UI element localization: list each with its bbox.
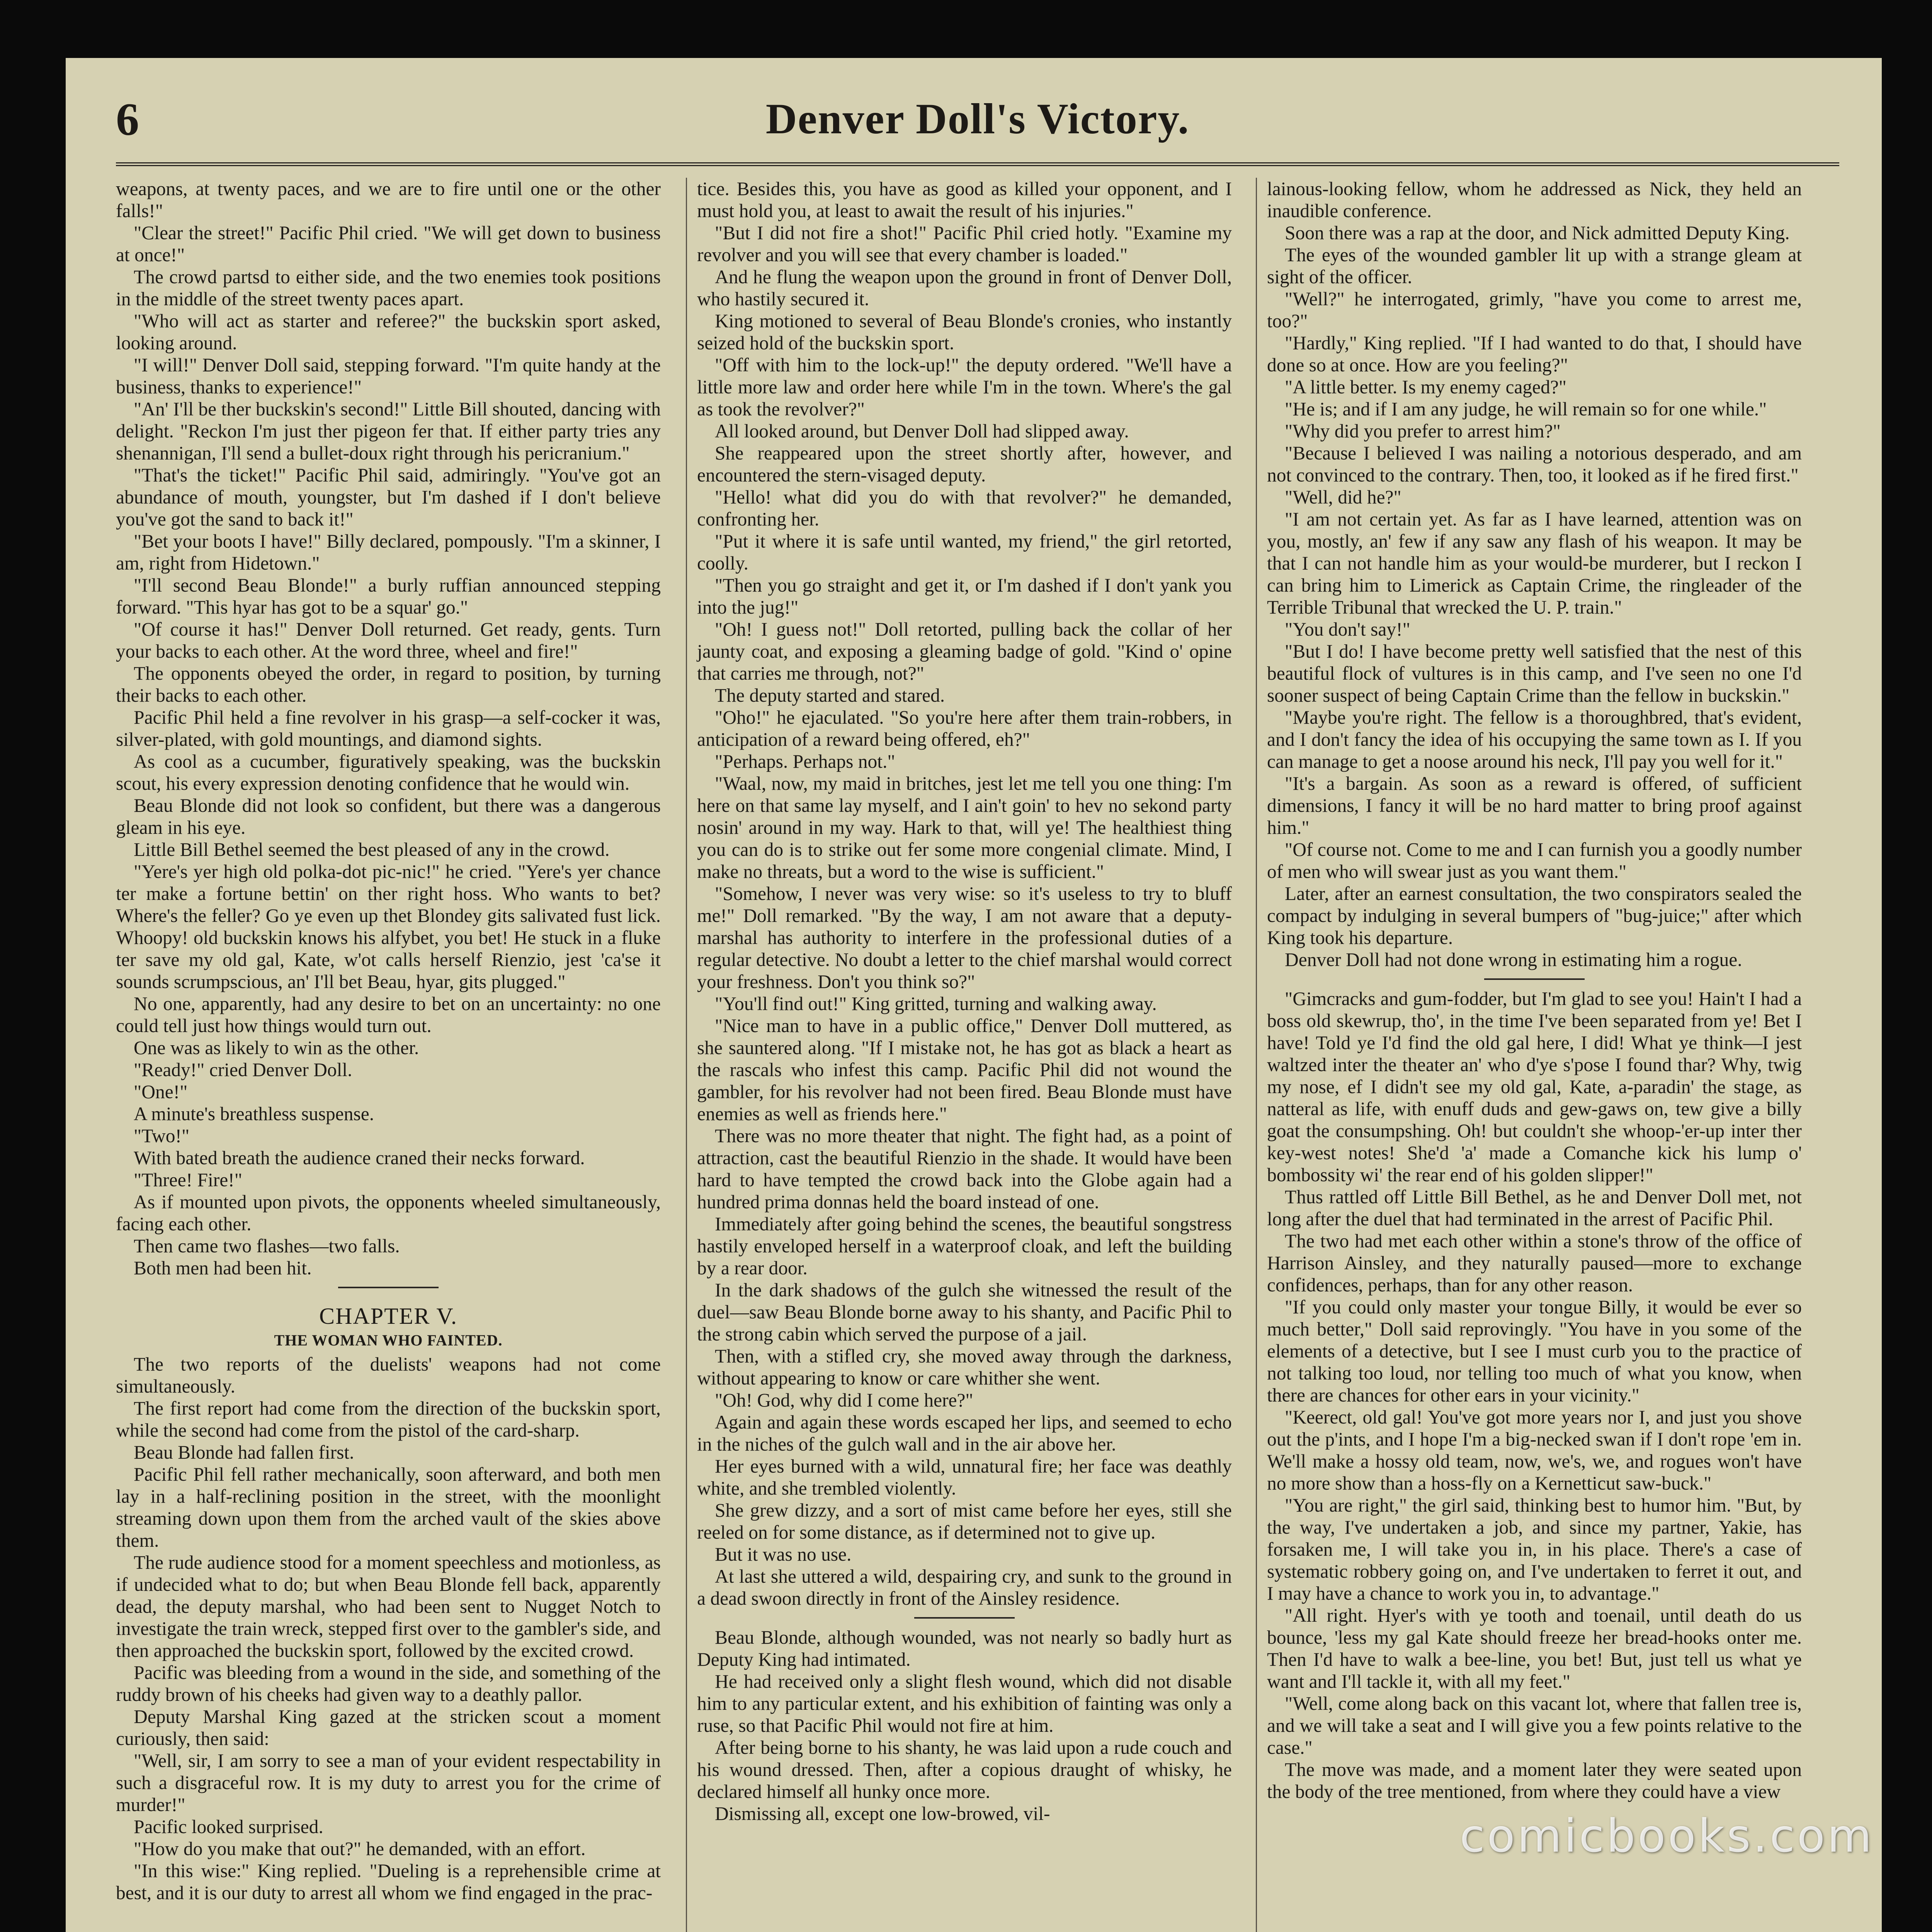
paragraph: "Nice man to have in a public office," Denver Doll muttered, as she sauntered along. "If I mistake not, he has got as black a heart as the rascals who infest this camp. Pacific Phil did not wound the gambler, for his revolver had not been fired. Beau Blonde must have enemies as well as friends here." bbox=[697, 1015, 1232, 1124]
paragraph: "Who will act as starter and referee?" the buckskin sport asked, looking around. bbox=[116, 310, 661, 354]
text-columns bbox=[116, 178, 1839, 1932]
paragraph: "An' I'll be ther buckskin's second!" Little Bill shouted, dancing with delight. "Reckon I'm just ther pigeon fer that. If either party tries any shenannigan, I'll send a bullet-doux right through his pericranium." bbox=[116, 398, 661, 464]
paragraph: The move was made, and a moment later they were seated upon the body of the tree mentioned, from where they could have a view bbox=[1267, 1759, 1802, 1802]
paragraph: lainous-looking fellow, whom he addressed as Nick, they held an inaudible conference. bbox=[1267, 178, 1802, 221]
paragraph: "A little better. Is my enemy caged?" bbox=[1285, 376, 1567, 398]
paragraph: Pacific was bleeding from a wound in the side, and something of the ruddy brown of his cheeks had given way to a deathly pallor. bbox=[116, 1662, 661, 1705]
paragraph: The rude audience stood for a moment speechless and motionless, as if undecided what to do; but when Beau Blonde fell back, apparently dead, the deputy marshal, who had been sent to Nugget Notch to investigate the train wreck, stepped first over to the gambler's side, and then approached the buckskin sport, followed by the excited crowd. bbox=[116, 1552, 661, 1661]
paragraph: Her eyes burned with a wild, unnatural fire; her face was deathly white, and she trembled violently. bbox=[697, 1456, 1232, 1499]
page-header bbox=[116, 85, 1839, 166]
paragraph: "Keerect, old gal! You've got more years nor I, and just you shove out the p'ints, and I hope I'm a big-necked swan if I don't rope 'em in. We'll make a hossy old team, now, we's, we, and rogues won't have no more show than a hoss-fly on a Kernetticut saw-buck." bbox=[1267, 1406, 1802, 1494]
paragraph: "Somehow, I never was very wise: so it's useless to try to bluff me!" Doll remarked. "By the way, I am not aware that a deputy-marshal has authority to interfere in the professional duties of a regular detective. No doubt a letter to the chief marshal would correct your freshness. Don't you think so?" bbox=[697, 883, 1232, 992]
paragraph: With bated breath the audience craned their necks forward. bbox=[134, 1147, 585, 1168]
paragraph: No one, apparently, had any desire to bet on an uncertainty: no one could tell just how things would turn out. bbox=[116, 993, 661, 1036]
watermark-text: comicbooks.com bbox=[1459, 1809, 1874, 1862]
paragraph: "Ready!" cried Denver Doll. bbox=[134, 1059, 352, 1080]
paragraph: The first report had come from the direction of the buckskin sport, while the second had come from the pistol of the card-sharp. bbox=[116, 1398, 661, 1441]
paragraph: "How do you make that out?" he demanded, with an effort. bbox=[134, 1838, 586, 1859]
paragraph: "Waal, now, my maid in britches, jest let me tell you one thing: I'm here on that same lay myself, and I ain't goin' to hev no sekond party nosin' around in my way. Hark to that, will ye! The healthiest thing you can do is to strike out fer some more congenial climate. Mind, I make no threats, but a word to the wise is sufficient." bbox=[697, 773, 1232, 882]
paragraph: "Yere's yer high old polka-dot pic-nic!" he cried. "Yere's yer chance ter make a fortune bettin' on ther right hoss. Who wants to bet? Where's the feller? Go ye even up thet Blondey gits salivated fust lick. Whoopy! old buckskin knows his alfybet, you bet! He stuck in a fluke ter save my old gal, Kate, w'ot calls herself Rienzio, jest 'ca'se it sounds scrumpscious, an' I'll bet Beau, hyar, gits plugged." bbox=[116, 861, 661, 992]
paragraph: All looked around, but Denver Doll had slipped away. bbox=[715, 420, 1129, 442]
paragraph: "I am not certain yet. As far as I have learned, attention was on you, mostly, an' few if any saw any flash of his weapon. It may be that I can not handle him as your would-be murderer, but I reckon I can bring him to Limerick as Captain Crime, the ringleader of the Terrible Tribunal that wrecked the U. P. train." bbox=[1267, 509, 1802, 618]
paragraph: "That's the ticket!" Pacific Phil said, admiringly. "You've got an abundance of mouth, youngster, but I'm dashed if I don't believe you've got the sand to back it!" bbox=[116, 464, 661, 530]
paragraph: Pacific looked surprised. bbox=[134, 1816, 323, 1837]
paragraph: He had received only a slight flesh wound, which did not disable him to any particular extent, and his exhibition of fainting was only a ruse, so that Pacific Phil would not fire at him. bbox=[697, 1671, 1232, 1736]
paragraph: Soon there was a rap at the door, and Nick admitted Deputy King. bbox=[1285, 222, 1790, 243]
paragraph: Then came two flashes—two falls. bbox=[134, 1235, 400, 1257]
section-divider bbox=[338, 1287, 439, 1288]
paragraph: "Why did you prefer to arrest him?" bbox=[1285, 420, 1561, 442]
paragraph: As cool as a cucumber, figuratively speaking, was the buckskin scout, his every expression denoting confidence that he would win. bbox=[116, 751, 661, 794]
paragraph: "Perhaps. Perhaps not." bbox=[715, 751, 895, 772]
paragraph: "One!" bbox=[134, 1081, 188, 1102]
paragraph: Thus rattled off Little Bill Bethel, as he and Denver Doll met, not long after the duel that had terminated in the arrest of Pacific Phil. bbox=[1267, 1186, 1802, 1230]
paragraph: In the dark shadows of the gulch she witnessed the result of the duel—saw Beau Blonde borne away to his shanty, and Pacific Phil to the strong cabin which served the purpose of a jail. bbox=[697, 1279, 1232, 1345]
paragraph: Then, with a stifled cry, she moved away through the darkness, without appearing to know or care whither she went. bbox=[697, 1345, 1232, 1389]
paragraph: "I'll second Beau Blonde!" a burly ruffian announced stepping forward. "This hyar has got to be a squar' go." bbox=[116, 575, 661, 618]
paragraph: "Three! Fire!" bbox=[134, 1169, 242, 1190]
paragraph: "Two!" bbox=[134, 1125, 190, 1146]
paragraph: Later, after an earnest consultation, the two conspirators sealed the compact by indulging in several bumpers of "bug-juice;" after which King took his departure. bbox=[1267, 883, 1802, 948]
paragraph: "Well, come along back on this vacant lot, where that fallen tree is, and we will take a seat and I will give you a few points relative to the case." bbox=[1267, 1693, 1802, 1758]
paragraph: And he flung the weapon upon the ground in front of Denver Doll, who hastily secured it. bbox=[697, 266, 1232, 310]
paragraph: "Maybe you're right. The fellow is a thoroughbred, that's evident, and I don't fancy the idea of his occupying the same town as I. If you can manage to get a noose around his neck, I'll pay you well for it." bbox=[1267, 707, 1802, 772]
paragraph: "You are right," the girl said, thinking best to humor him. "But, by the way, I've undertaken a job, and since my partner, Yakie, has forsaken me, I will take you in, in his place. There's a case of systematic robbery going on, and I've undertaken to ferret it out, and I may have a chance to work you in, to advantage." bbox=[1267, 1495, 1802, 1604]
paragraph: Immediately after going behind the scenes, the beautiful songstress hastily enveloped herself in a waterproof cloak, and left the building by a rear door. bbox=[697, 1213, 1232, 1279]
paragraph: Again and again these words escaped her lips, and seemed to echo in the niches of the gulch wall and in the air above her. bbox=[697, 1412, 1232, 1455]
paragraph: "Well, did he?" bbox=[1285, 486, 1401, 508]
paragraph: "Off with him to the lock-up!" the deputy ordered. "We'll have a little more law and order here while I'm in the town. Where's the gal as took the revolver?" bbox=[697, 354, 1232, 420]
paragraph: "But I do! I have become pretty well satisfied that the nest of this beautiful flock of vultures is in this camp, and I've seen no one I'd sooner suspect of being Captain Crime than the fellow in buckskin." bbox=[1267, 641, 1802, 706]
chapter-heading: CHAPTER V. bbox=[319, 1303, 457, 1329]
column-1 bbox=[116, 178, 661, 1932]
paragraph: Beau Blonde did not look so confident, but there was a dangerous gleam in his eye. bbox=[116, 795, 661, 838]
paragraph: The two had met each other within a stone's throw of the office of Harrison Ainsley, and they naturally paused—more to exchange confidences, perhaps, than for any other reason. bbox=[1267, 1230, 1802, 1296]
paragraph: "Bet your boots I have!" Billy declared, pompously. "I'm a skinner, I am, right from Hidetown." bbox=[116, 531, 661, 574]
paragraph: At last she uttered a wild, despairing cry, and sunk to the ground in a dead swoon directly in front of the Ainsley residence. bbox=[697, 1566, 1232, 1609]
paragraph: As if mounted upon pivots, the opponents wheeled simultaneously, facing each other. bbox=[116, 1191, 661, 1235]
newspaper-page bbox=[66, 58, 1882, 1932]
paragraph: The two reports of the duelists' weapons had not come simultaneously. bbox=[116, 1354, 661, 1397]
paragraph: Beau Blonde had fallen first. bbox=[134, 1442, 354, 1463]
paragraph: "All right. Hyer's with ye tooth and toenail, until death do us bounce, 'less my gal Kate should freeze her bread-hooks onter me. Then I'd have to walk a bee-line, you bet! But, just tell us what ye want and I'll tackle it, with all my feet." bbox=[1267, 1605, 1802, 1692]
paragraph: Pacific Phil fell rather mechanically, soon afterward, and both men lay in a half-reclining position in the street, with the moonlight streaming down upon them from the arched vault of the skies above them. bbox=[116, 1464, 661, 1551]
paragraph: "Gimcracks and gum-fodder, but I'm glad to see you! Hain't I had a boss old skewrup, tho', in the time I've been separated from ye! Bet I have! Told ye I'd find the old gal here, I did! What ye think—I jest waltzed inter the theater an' who d'ye s'pose I found thar? Why, twig my nose, ef I didn't see my old gal, Kate, a-paradin' the stage, as natteral as life, with enuff duds and gew-gaws on, tew give a billy goat the consumpshing. Oh! but couldn't she whoop-'er-up inter ther key-west notes! She'd 'a' made a Comanche kick his lump o' bombossity wi' the rear end of his golden slipper!" bbox=[1267, 988, 1802, 1185]
paragraph: tice. Besides this, you have as good as killed your opponent, and I must hold you, at least to await the result of his injuries." bbox=[697, 178, 1232, 221]
paragraph: There was no more theater that night. The fight had, as a point of attraction, cast the beautiful Rienzio in the shade. It would have been hard to have tempted the crowd back into the Globe again had a hundred prima donnas held the board instead of one. bbox=[697, 1125, 1232, 1213]
paragraph: After being borne to his shanty, he was laid upon a rude couch and his wound dressed. Then, after a copious draught of whisky, he declared himself all hunky once more. bbox=[697, 1737, 1232, 1802]
paragraph: "Then you go straight and get it, or I'm dashed if I don't yank you into the jug!" bbox=[697, 575, 1232, 618]
paragraph: "Of course it has!" Denver Doll returned. Get ready, gents. Turn your backs to each other. At the word three, wheel and fire!" bbox=[116, 619, 661, 662]
paragraph: Dismissing all, except one low-browed, vil- bbox=[715, 1803, 1050, 1824]
paragraph: "Hello! what did you do with that revolver?" he demanded, confronting her. bbox=[697, 486, 1232, 530]
section-divider bbox=[914, 1617, 1015, 1619]
paragraph: But it was no use. bbox=[715, 1544, 852, 1565]
section-divider bbox=[1484, 978, 1585, 980]
paragraph: "You don't say!" bbox=[1285, 619, 1410, 640]
paragraph: The crowd partsd to either side, and the two enemies took positions in the middle of the street twenty paces apart. bbox=[116, 266, 661, 310]
column-2 bbox=[686, 178, 1232, 1932]
running-title: Denver Doll's Victory. bbox=[765, 95, 1190, 143]
paragraph: "It's a bargain. As soon as a reward is offered, of sufficient dimensions, I fancy it will be no hard matter to bring proof against him." bbox=[1267, 773, 1802, 838]
paragraph: She reappeared upon the street shortly after, however, and encountered the stern-visaged deputy. bbox=[697, 442, 1232, 486]
paragraph: "He is; and if I am any judge, he will remain so for one while." bbox=[1285, 398, 1767, 420]
paragraph: "Oh! God, why did I come here?" bbox=[715, 1389, 973, 1411]
paragraph: "But I did not fire a shot!" Pacific Phil cried hotly. "Examine my revolver and you will see that every chamber is loaded." bbox=[697, 222, 1232, 265]
column-3 bbox=[1256, 178, 1802, 1932]
paragraph: Both men had been hit. bbox=[134, 1257, 312, 1279]
paragraph: "Of course not. Come to me and I can furnish you a goodly number of men who will swear just as you want them." bbox=[1267, 839, 1802, 882]
paragraph: "I will!" Denver Doll said, stepping forward. "I'm quite handy at the business, thanks to experience!" bbox=[116, 354, 661, 398]
paragraph: "You'll find out!" King gritted, turning and walking away. bbox=[715, 993, 1157, 1014]
paragraph: "Oh! I guess not!" Doll retorted, pulling back the collar of her jaunty coat, and exposing a gleaming badge of gold. "Kind o' opine that carries me through, not?" bbox=[697, 619, 1232, 684]
paragraph: "Well?" he interrogated, grimly, "have you come to arrest me, too?" bbox=[1267, 288, 1802, 332]
page-number: 6 bbox=[116, 94, 139, 145]
paragraph: "Well, sir, I am sorry to see a man of your evident respectability in such a disgraceful row. It is my duty to arrest you for the crime of murder!" bbox=[116, 1750, 661, 1815]
paragraph: A minute's breathless suspense. bbox=[134, 1103, 374, 1124]
paragraph: "Oho!" he ejaculated. "So you're here after them train-robbers, in anticipation of a reward being offered, eh?" bbox=[697, 707, 1232, 750]
paragraph: Pacific Phil held a fine revolver in his grasp—a self-cocker it was, silver-plated, with gold mountings, and diamond sights. bbox=[116, 707, 661, 750]
chapter-subtitle: THE WOMAN WHO FAINTED. bbox=[274, 1332, 503, 1349]
paragraph: King motioned to several of Beau Blonde's cronies, who instantly seized hold of the buckskin sport. bbox=[697, 310, 1232, 354]
paragraph: Denver Doll had not done wrong in estimating him a rogue. bbox=[1285, 949, 1742, 970]
paragraph: The opponents obeyed the order, in regard to position, by turning their backs to each other. bbox=[116, 663, 661, 706]
paragraph: Little Bill Bethel seemed the best pleased of any in the crowd. bbox=[134, 839, 610, 860]
paragraph: Beau Blonde, although wounded, was not nearly so badly hurt as Deputy King had intimated. bbox=[697, 1627, 1232, 1670]
paragraph: She grew dizzy, and a sort of mist came before her eyes, still she reeled on for some distance, as if determined not to give up. bbox=[697, 1500, 1232, 1543]
paragraph: "If you could only master your tongue Billy, it would be ever so much better," Doll said reprovingly. "You have in you some of the elements of a detective, but I see I must curb you to the practice of not talking too loud, nor telling too much of what you know, when there are chances for other ears in your vicinity." bbox=[1267, 1296, 1802, 1406]
paragraph: "Clear the street!" Pacific Phil cried. "We will get down to business at once!" bbox=[116, 222, 661, 265]
paragraph: The deputy started and stared. bbox=[715, 685, 945, 706]
paragraph: One was as likely to win as the other. bbox=[134, 1037, 419, 1058]
paragraph: weapons, at twenty paces, and we are to fire until one or the other falls!" bbox=[116, 178, 661, 221]
paragraph: "In this wise:" King replied. "Dueling is a reprehensible crime at best, and it is our duty to arrest all whom we find engaged in the prac- bbox=[116, 1860, 661, 1903]
paragraph: The eyes of the wounded gambler lit up with a strange gleam at sight of the officer. bbox=[1267, 244, 1802, 287]
paragraph: "Put it where it is safe until wanted, my friend," the girl retorted, coolly. bbox=[697, 531, 1232, 574]
paragraph: "Because I believed I was nailing a notorious desperado, and am not convinced to the contrary. Then, too, it looked as if he fired first." bbox=[1267, 442, 1802, 486]
paragraph: Deputy Marshal King gazed at the stricken scout a moment curiously, then said: bbox=[116, 1706, 661, 1749]
paragraph: "Hardly," King replied. "If I had wanted to do that, I should have done so at once. How are you feeling?" bbox=[1267, 332, 1802, 376]
